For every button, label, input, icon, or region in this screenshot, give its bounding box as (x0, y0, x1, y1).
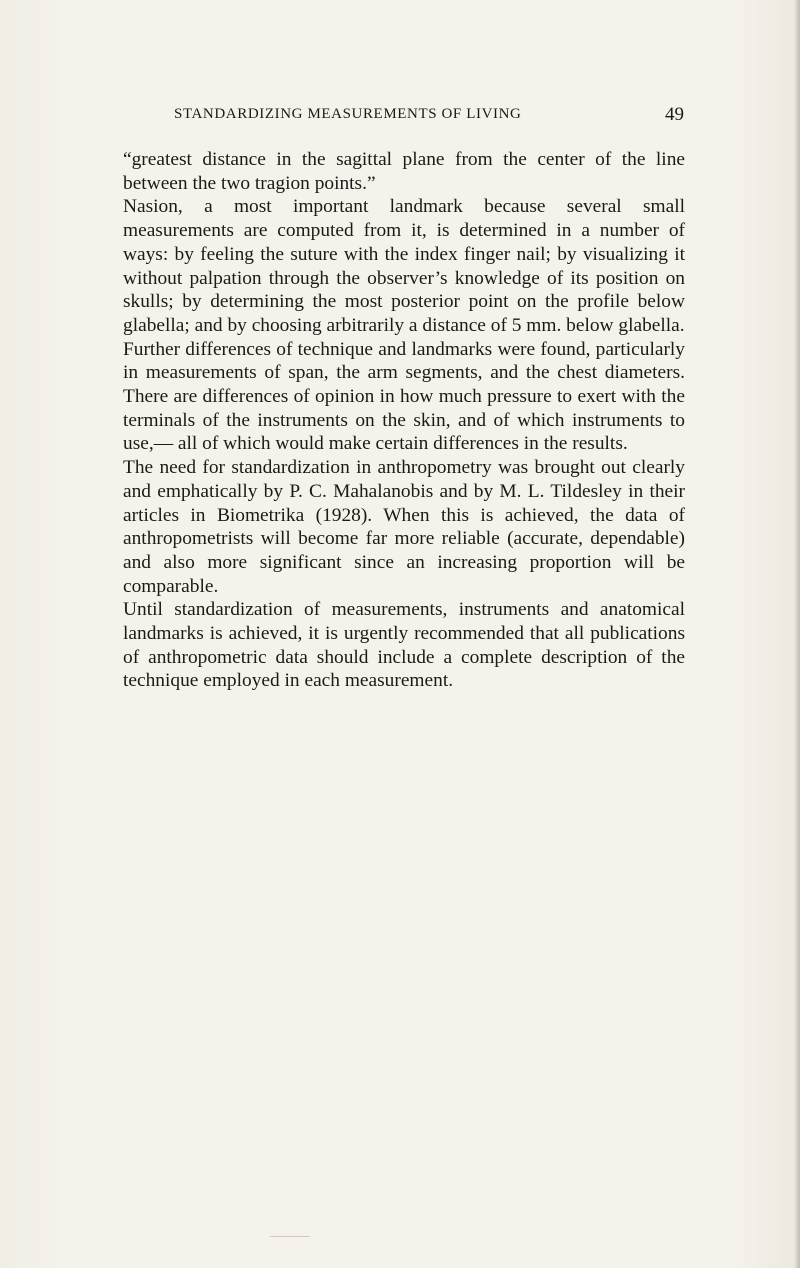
running-head: STANDARDIZING MEASUREMENTS OF LIVING (174, 106, 522, 122)
paragraph: “greatest distance in the sagittal plane from the center of the line between the two tragion points.” (123, 149, 685, 194)
paragraph: Until standardization of measurements, instruments and anatomical landmarks is achieved, it is urgently recommended that all publications of anthropometric data should include a complete description of the technique employed in each measurement. (123, 599, 685, 692)
body-text (123, 148, 685, 693)
paragraph: Further differences of technique and landmarks were found, particularly in measurements of span, the arm segments, and the chest diameters. There are differences of opinion in how much pressure to exert with the terminals of the instruments on the skin, and of which instruments to use,— all of which would make certain differences in the results. (123, 338, 685, 455)
paragraph: The need for standardization in anthropometry was brought out clearly and emphatically by P. C. Mahalanobis and by M. L. Tildesley in their articles in Biometrika (1928). When this is achieved, the data of anthropometrists will become far more reliable (accurate, dependable) and also more significant since an increasing proportion will be comparable. (123, 457, 685, 597)
page-edge-shadow (794, 0, 800, 1268)
paragraph: Nasion, a most important landmark because several small measurements are computed from it, is determined in a number of ways: by feeling the suture with the index finger nail; by visualizing it without palpation through the observer’s knowledge of its position on skulls; by determining the most posterior point on the profile below glabella; and by choosing arbitrarily a distance of 5 mm. below glabella. (123, 196, 685, 336)
page-header (174, 106, 684, 130)
scan-mark (270, 1236, 310, 1237)
page-number: 49 (665, 104, 684, 125)
